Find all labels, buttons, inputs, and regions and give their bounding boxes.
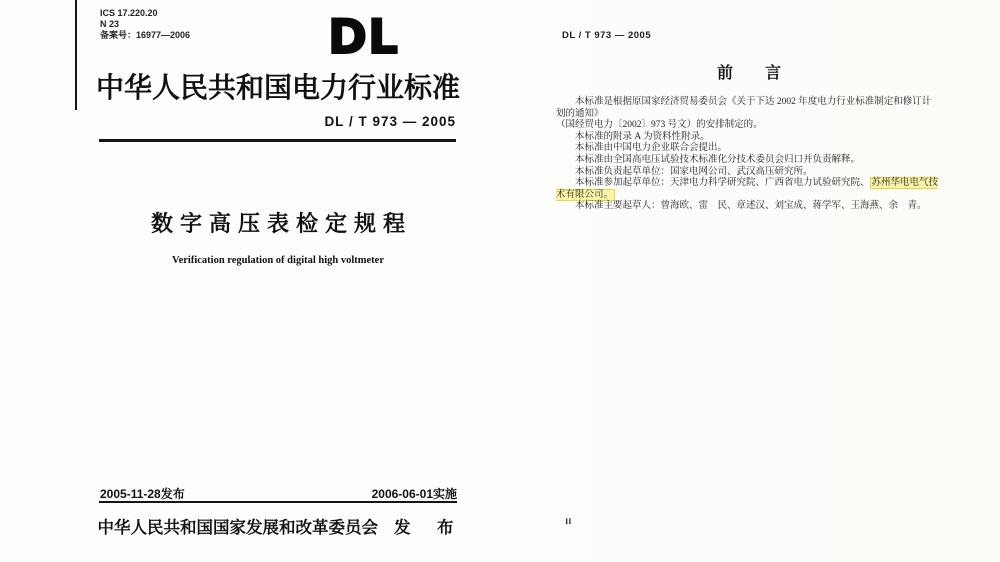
foreword-line-participating-units (556, 178, 940, 201)
highlighted-company-name: 苏州华电电气技术有限公司。 (556, 178, 939, 200)
header-rule (99, 139, 456, 142)
foreword-body (556, 97, 940, 213)
left-edge-line (75, 0, 77, 110)
document-title-cn: 数字高压表检定规程 (150, 211, 412, 236)
foreword-line-drafters: 本标准主要起草人：曾海欧、雷 民、章述汉、刘宝成、蒋学军、王海燕、余 青。 (575, 201, 927, 212)
dates-row (100, 485, 457, 502)
document-title-en: Verification regulation of digital high voltmeter (171, 255, 385, 266)
standard-number: DL / T 973 — 2005 (324, 114, 456, 129)
foreword-line: 本标准由全国高电压试验技术标准化分技术委员会归口并负责解释。 (575, 154, 861, 165)
page-number: II (565, 516, 572, 526)
ics-block (100, 8, 190, 41)
foreword-page (500, 0, 1000, 562)
record-number: 备案号：16977—2006 (100, 30, 191, 40)
page-header-standard-number: DL / T 973 — 2005 (562, 30, 652, 41)
foreword-line: 本标准是根据原国家经济贸易委员会《关于下达 2002 年度电力行业标准制定和修订计划的通知》 (556, 97, 932, 119)
foreword-title: 前 言 (716, 65, 781, 82)
publisher-row (97, 514, 459, 538)
dl-logo: DL (328, 10, 399, 65)
classification-code: N 23 (100, 19, 120, 29)
foreword-line: 本标准负责起草单位：国家电网公司、武汉高压研究所。 (575, 166, 813, 177)
ics-code: ICS 17.220.20 (100, 8, 158, 18)
issue-date: 2005-11-28发布 (100, 487, 185, 501)
standard-series-title: 中华人民共和国电力行业标准 (96, 73, 461, 104)
foreword-line: （国经贸电力〔2002〕973 号文）的安排制定的。 (556, 120, 763, 131)
participating-units-text: 本标准参加起草单位：天津电力科学研究院、广西省电力试验研究院、 (575, 178, 870, 189)
publisher-name: 中华人民共和国国家发展和改革委员会 (97, 518, 378, 537)
publish-word: 发 布 (394, 518, 459, 537)
foreword-line: 本标准由中国电力企业联合会提出。 (575, 143, 728, 154)
foreword-line: 本标准的附录 A 为资料性附录。 (575, 131, 710, 142)
footer-rule (99, 501, 457, 503)
implementation-date: 2006-06-01实施 (371, 487, 457, 501)
